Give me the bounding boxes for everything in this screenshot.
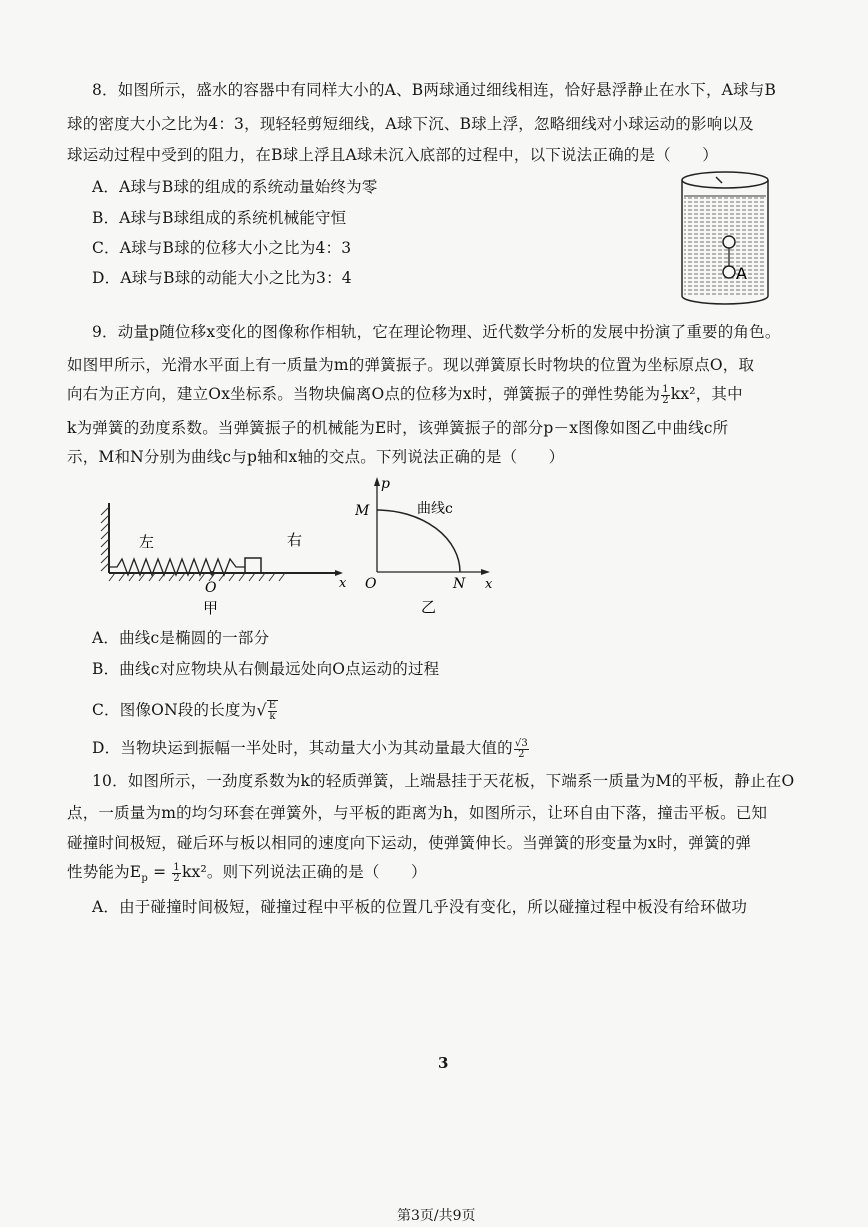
- q9-line-1: 9．动量p随位移x变化的图像称作相轨，它在理论物理、近代数学分析的发展中扮演了重要的角色。: [92, 323, 781, 341]
- q9-line-3-tail: kx²，其中: [670, 385, 743, 403]
- phase-trajectory-figure: [355, 472, 505, 620]
- q8-option-d: D．A球与B球的动能大小之比为3：4: [92, 269, 352, 287]
- point-m-label: M: [355, 503, 370, 519]
- q9-line-3: [67, 384, 743, 406]
- q9-line-2: 如图甲所示，光滑水平面上有一质量为m的弹簧振子。现以弹簧原长时物块的位置为坐标原点O，取: [67, 356, 755, 374]
- origin-label: O: [205, 580, 217, 596]
- ball-a-label: A: [736, 264, 747, 283]
- q10-line-1: 10．如图所示，一劲度系数为k的轻质弹簧，上端悬挂于天花板，下端系一质量为M的平板，静止在O: [92, 772, 795, 790]
- q10-equals: =: [147, 863, 172, 881]
- sqrt-e-over-k: √ $\frac{E}{k}$: [256, 700, 277, 722]
- half-fraction: $\frac{1}{2}$: [662, 383, 669, 406]
- q9-option-c: [92, 700, 278, 722]
- curve-c-label: 曲线c: [417, 501, 453, 517]
- q10-ep-label: 性势能为E: [67, 863, 142, 881]
- q9-option-a: A．曲线c是椭圆的一部分: [92, 629, 270, 647]
- q9-line-3-text: 向右为正方向，建立Ox坐标系。当物块偏离O点的位移为x时，弹簧振子的弹性势能为: [67, 385, 661, 403]
- spring-oscillator-figure: [95, 495, 355, 620]
- q9-option-d: [92, 738, 530, 760]
- ball-b: [723, 236, 735, 248]
- q10-line-2: 点，一质量为m的均匀环套在弹簧外，与平板的距离为h，如图所示，让环自由下落，撞击平板。已知: [67, 804, 768, 822]
- origin-o-label: O: [365, 576, 377, 592]
- q10-line-3: 碰撞时间极短，碰后环与板以相同的速度向下运动，使弹簧伸长。当弹簧的形变量为x时，弹簧的弹: [67, 834, 752, 852]
- block: [245, 558, 261, 573]
- q8-line-2: 球的密度大小之比为4：3，现轻轻剪短细线，A球下沉、B球上浮，忽略细线对小球运动的影响以及: [67, 115, 754, 133]
- x-axis2-label: x: [485, 577, 493, 592]
- q10-ep-subscript: p: [141, 873, 148, 885]
- q10-half-fraction: $\frac{1}{2}$: [173, 861, 180, 884]
- point-n-label: N: [453, 576, 466, 592]
- q9-option-b: B．曲线c对应物块从右侧最远处向O点运动的过程: [92, 660, 440, 678]
- q8-option-a: A．A球与B球的组成的系统动量始终为零: [92, 178, 378, 196]
- curve-c: [377, 510, 460, 572]
- container-figure: [676, 168, 776, 313]
- q9-line-5: 示，M和N分别为曲线c与p轴和x轴的交点。下列说法正确的是（ ）: [67, 448, 565, 466]
- q9-line-4: k为弹簧的劲度系数。当弹簧振子的机械能为E时，该弹簧振子的部分p－x图像如图乙中曲线c所: [67, 419, 729, 437]
- q8-line-1: 8．如图所示，盛水的容器中有同样大小的A、B两球通过细线相连，恰好悬浮静止在水下，A球与B: [92, 81, 777, 99]
- q9-option-c-text: C．图像ON段的长度为: [92, 701, 257, 719]
- page-number: 3: [438, 1054, 449, 1072]
- sqrt3-over-2: $\frac{√3}{2}$: [514, 737, 528, 760]
- figure-yi-caption: 乙: [421, 598, 437, 616]
- q8-option-b: B．A球与B球组成的系统机械能守恒: [92, 209, 347, 227]
- q8-line-3: 球运动过程中受到的阻力，在B球上浮且A球未沉入底部的过程中，以下说法正确的是（ ）: [67, 146, 718, 164]
- page-footer: 第3页/共9页: [397, 1208, 476, 1224]
- spring: [109, 559, 245, 575]
- q10-line-4: [67, 862, 427, 889]
- left-label: 左: [139, 533, 155, 551]
- q9-option-d-text: D．当物块运到振幅一半处时，其动量大小为其动量最大值的: [92, 739, 513, 757]
- x-axis-label: x: [339, 576, 347, 591]
- p-axis-label: p: [381, 476, 390, 492]
- figure-jia-caption: 甲: [203, 599, 219, 617]
- q10-line-4-tail: kx²。则下列说法正确的是（ ）: [181, 863, 427, 881]
- q8-option-c: C．A球与B球的位移大小之比为4：3: [92, 239, 352, 257]
- right-label: 右: [287, 531, 303, 549]
- ball-a: [723, 266, 735, 278]
- q10-option-a: A．由于碰撞时间极短，碰撞过程中平板的位置几乎没有变化，所以碰撞过程中板没有给环做功: [92, 898, 748, 916]
